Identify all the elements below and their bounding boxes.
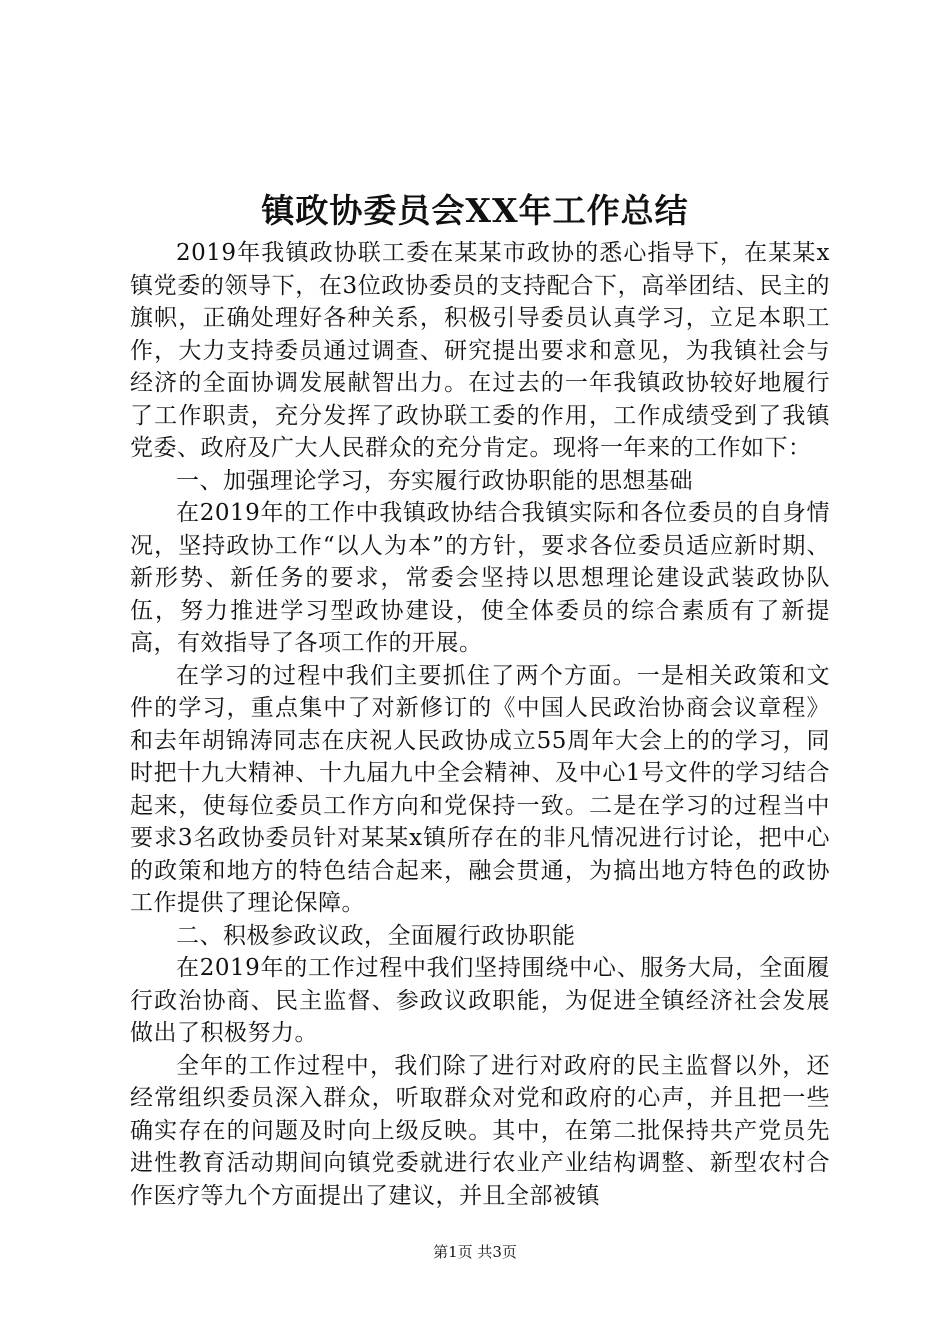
paragraph-section-2-b: 全年的工作过程中，我们除了进行对政府的民主监督以外，还经常组织委员深入群众，听取群众对党和政府的心声，并且把一些确实存在的问题及时向上级反映。其中，在第二批保持共产党员先进性教育活动期间向镇党委就进行农业产业结构调整、新型农村合作医疗等九个方面提出了建议，并且全部被镇: [130, 1052, 830, 1209]
page-number-footer: 第1页 共3页: [433, 1243, 517, 1261]
paragraph-section-2-a: 在2019年的工作过程中我们坚持围绕中心、服务大局，全面履行政治协商、民主监督、参政议政职能，为促进全镇经济社会发展做出了积极努力。: [130, 955, 830, 1046]
paragraph-section-1-b: 在学习的过程中我们主要抓住了两个方面。一是相关政策和文件的学习，重点集中了对新修订的《中国人民政治协商会议章程》和去年胡锦涛同志在庆祝人民政协成立55周年大会上的的学习，同时把十九大精神、十九届九中全会精神、及中心1号文件的学习结合起来，使每位委员工作方向和党保持一致。二是在学习的过程当中要求3名政协委员针对某某x镇所存在的非凡情况进行讨论，把中心的政策和地方的特色结合起来，融会贯通，为搞出地方特色的政协工作提供了理论保障。: [130, 662, 830, 916]
document-body: [130, 237, 830, 1212]
paragraph-intro: 2019年我镇政协联工委在某某市政协的悉心指导下，在某某x镇党委的领导下，在3位政协委员的支持配合下，高举团结、民主的旗帜，正确处理好各种关系，积极引导委员认真学习，立足本职工作，大力支持委员通过调查、研究提出要求和意见，为我镇社会与经济的全面协调发展献智出力。在过去的一年我镇政协较好地履行了工作职责，充分发挥了政协联工委的作用，工作成绩受到了我镇党委、政府及广大人民群众的充分肯定。现将一年来的工作如下：: [130, 240, 830, 461]
section-heading-2: 二、积极参政议政，全面履行政协职能: [176, 922, 576, 949]
document-title: 镇政协委员会XX年工作总结: [261, 191, 689, 230]
section-heading-1: 一、加强理论学习，夯实履行政协职能的思想基础: [176, 467, 693, 494]
paragraph-section-1-a: 在2019年的工作中我镇政协结合我镇实际和各位委员的自身情况，坚持政协工作“以人为本”的方针，要求各位委员适应新时期、新形势、新任务的要求，常委会坚持以思想理论建设武装政协队伍，努力推进学习型政协建设，使全体委员的综合素质有了新提高，有效指导了各项工作的开展。: [130, 500, 830, 656]
